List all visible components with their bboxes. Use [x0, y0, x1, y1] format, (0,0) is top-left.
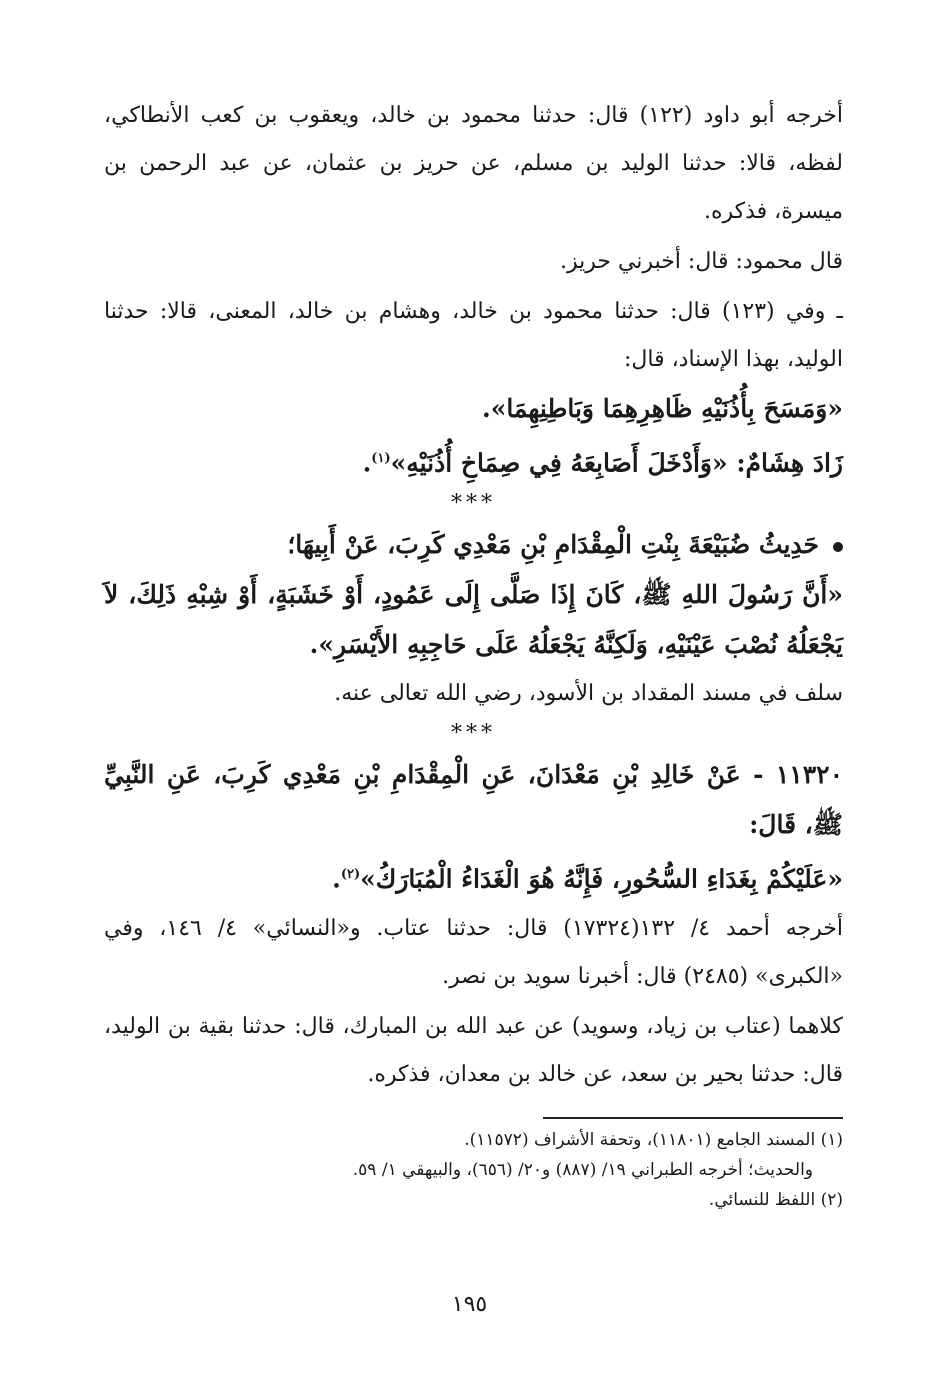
section-separator: ***: [451, 491, 496, 517]
hadith-quote-hisham: زَادَ هِشَامٌ: «وَأَدْخَلَ أَصَابِعَهُ فِي صِمَاخِ أُذُنَيْهِ»$^{(١)}$.: [362, 448, 843, 478]
page-number: ١٩٥: [451, 1292, 488, 1317]
footnote-1: (١) المسند الجامع (١١٨٠١)، وتحفة الأشراف (١١٥٧٢).: [464, 1129, 843, 1150]
footnote-ref-1: (١): [371, 451, 391, 466]
footnote-ref-2: (٢): [340, 867, 361, 883]
hadith-quote-ears: «وَمَسَحَ بِأُذُنَيْهِ ظَاهِرِهِمَا وَبَاطِنِهِمَا».: [481, 394, 843, 423]
paragraph-takhrij-abu-dawud: أخرجه أبو داود (١٢٢) قال: حدثنا محمود بن خالد، ويعقوب بن كعب الأنطاكي، لفظه، قالا: حدثنا الوليد بن مسلم، عن حريز بن عثمان، عن عبد الرحمن بن ميسرة، فذكره.: [104, 103, 843, 224]
footnote-2: (٢) اللفظ للنسائي.: [708, 1189, 843, 1210]
paragraph-salaf-note: سلف في مسند المقداد بن الأسود، رضي الله تعالى عنه.: [334, 681, 843, 707]
hadith-heading-text: حَدِيثُ ضُبَيْعَةَ بِنْتِ الْمِقْدَامِ بْنِ مَعْدِي كَرِبَ، عَنْ أَبِيهَا؛: [287, 530, 819, 560]
hadith-quote-suhur-text: «عَلَيْكُمْ بِغَدَاءِ السُّحُورِ، فَإِنَّهُ هُوَ الْغَدَاءُ الْمُبَارَكُ»: [360, 864, 843, 894]
hadith-heading: [104, 520, 843, 570]
paragraph-kilahuma: كلاهما (عتاب بن زياد، وسويد) عن عبد الله بن المبارك، قال: حدثنا بقية بن الوليد، قال: حدثنا بحير بن سعد، عن خالد بن معدان، فذكره.: [104, 1013, 843, 1087]
hadith-text-sutra: «أَنَّ رَسُولَ اللهِ ﷺ، كَانَ إِذَا صَلَّى إِلَى عَمُودٍ، أَوْ خَشَبَةٍ، أَوْ شِبْهِ ذَلِكَ، لاَ يَجْعَلُهُ نُصْبَ عَيْنَيْهِ، وَلَكِنَّهُ يَجْعَلُهُ عَلَى حَاجِبِهِ الأَيْسَرِ».: [104, 580, 843, 660]
paragraph-mahmud-note: قال محمود: قال: أخبرني حريز.: [559, 249, 843, 274]
bullet-icon: [833, 542, 843, 552]
main-text: [104, 92, 843, 1215]
footnote-1-continued: والحديث؛ أخرجه الطبراني ١٩/ (٨٨٧) و٢٠/ (٦٥٦)، والبيهقي ١/ ٥٩.: [352, 1159, 813, 1180]
paragraph-takhrij-123: ـ وفي (١٢٣) قال: حدثنا محمود بن خالد، وهشام بن خالد، المعنى، قالا: حدثنا الوليد، بهذا الإسناد، قال:: [104, 299, 844, 372]
hadith-quote-suhur: «عَلَيْكُمْ بِغَدَاءِ السُّحُورِ، فَإِنَّهُ هُوَ الْغَدَاءُ الْمُبَارَكُ»$^{(٢)}$.: [332, 864, 843, 894]
hadith-quote-hisham-text: زَادَ هِشَامٌ: «وَأَدْخَلَ أَصَابِعَهُ فِي صِمَاخِ أُذُنَيْهِ»: [390, 448, 843, 478]
section-separator: ***: [451, 721, 496, 747]
footnote-divider: [543, 1117, 843, 1119]
paragraph-takhrij-ahmad: أخرجه أحمد ٤/ ١٣٢(١٧٣٢٤) قال: حدثنا عتاب. و«النسائي» ٤/ ١٤٦، وفي «الكبرى» (٢٤٨٥) قال: أخبرنا سويد بن نصر.: [104, 915, 843, 989]
hadith-1320: ١١٣٢٠ - عَنْ خَالِدِ بْنِ مَعْدَانَ، عَنِ الْمِقْدَامِ بْنِ مَعْدِي كَرِبَ، عَنِ النَّبِيِّ ﷺ، قَالَ:: [104, 760, 843, 840]
